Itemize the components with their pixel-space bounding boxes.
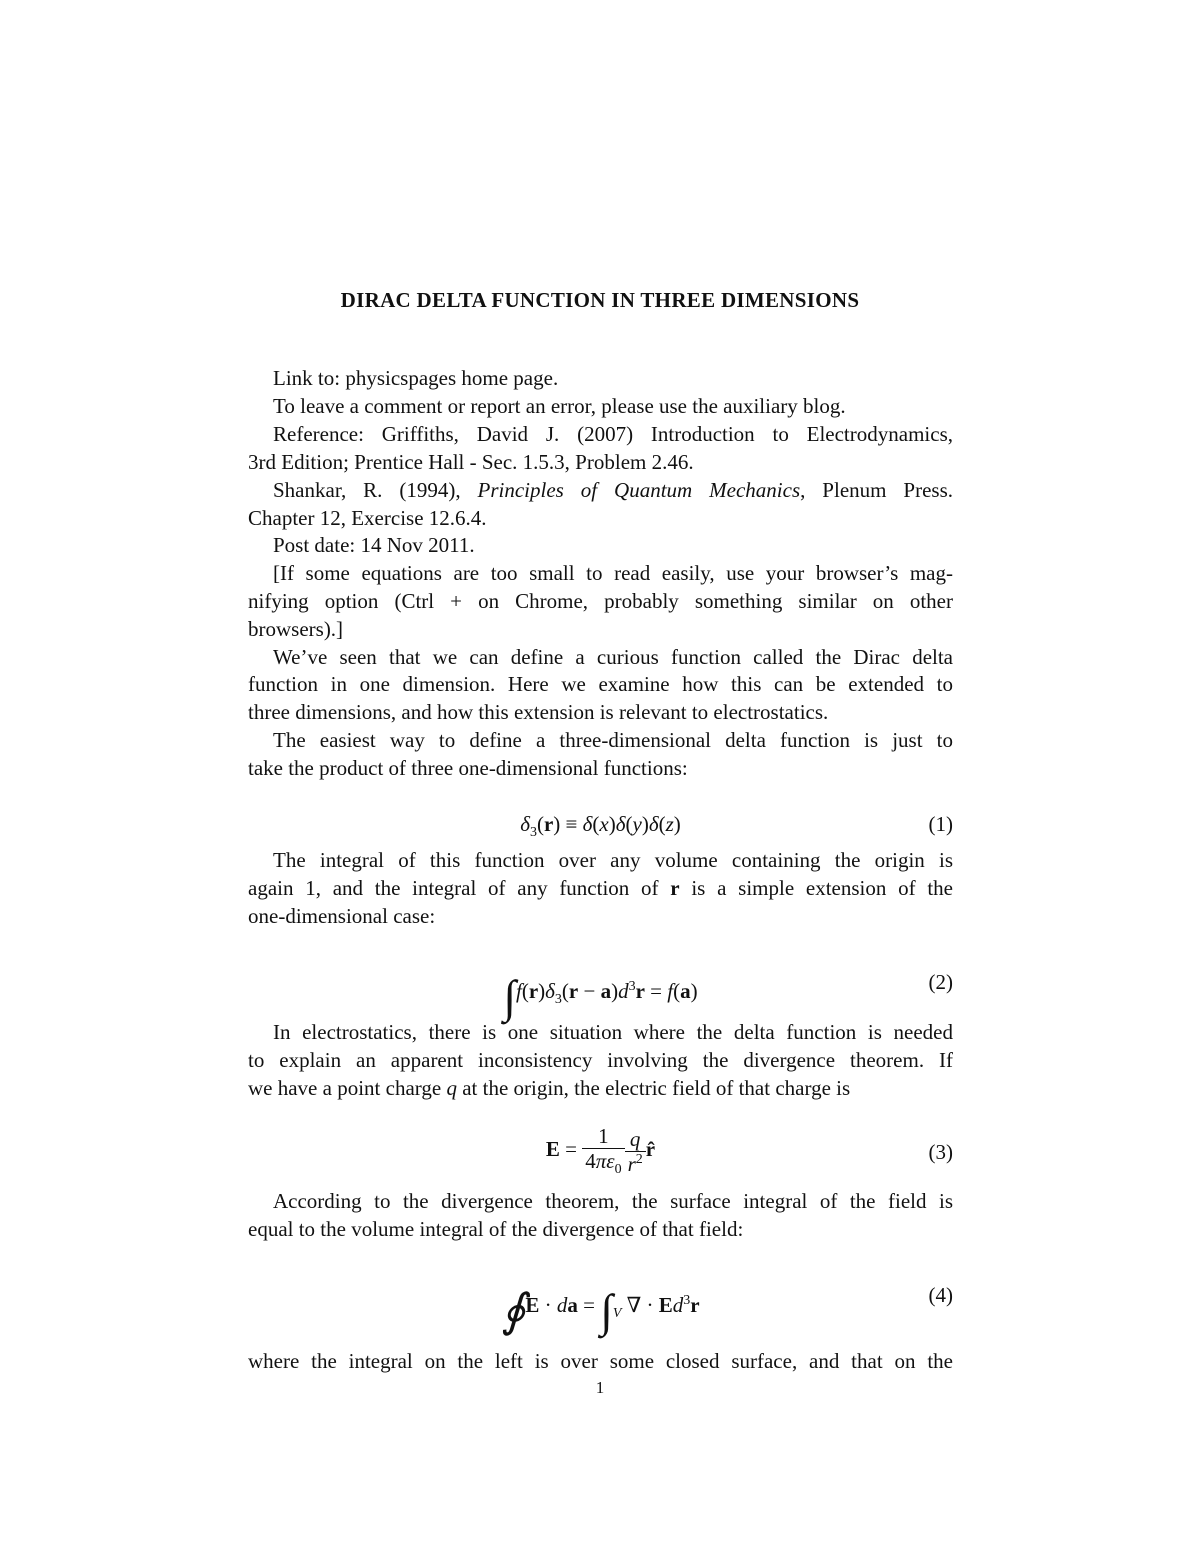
equation-4 (248, 1283, 953, 1336)
body-line (248, 876, 953, 901)
equation-3-body: E = $\frac{1}{4\pi\varepsilon_0}$ $\frac{q}{r^2}$ r̂ (545, 1124, 656, 1178)
body-line: three dimensions, and how this extension is relevant to electrostatics. (248, 700, 829, 724)
body-line: The easiest way to define a three-dimensional delta function is just to (273, 728, 953, 752)
equation-4-body: ∮E · da = $\int_V$ ∇ · $Ed^3r$ (501, 1285, 700, 1336)
zoom-note-line-2: nifying option (Ctrl + on Chrome, probably something similar on other (248, 589, 953, 613)
reference-chapter-line: Chapter 12, Exercise 12.6.4. (248, 506, 487, 530)
body-line (248, 1076, 953, 1101)
comment-line[interactable]: To leave a comment or report an error, please use the auxiliary blog. (273, 394, 846, 418)
reference-shankar-line (273, 478, 953, 503)
body-line: We’ve seen that we can define a curious function called the Dirac delta (273, 645, 953, 669)
body-text-bold: r (670, 876, 680, 900)
page-number: 1 (595, 1378, 605, 1397)
body-line: According to the divergence theorem, the surface integral of the field is (273, 1189, 953, 1213)
body-line: one-dimensional case: (248, 904, 436, 928)
home-link-line[interactable]: Link to: physicspages home page. (273, 366, 559, 390)
equation-1 (248, 812, 953, 852)
body-line: where the integral on the left is over some closed surface, and that on the (248, 1349, 953, 1373)
body-line: function in one dimension. Here we examine how this can be extended to (248, 672, 953, 696)
reference-line-1: Reference: Griffiths, David J. (2007) Introduction to Electrodynamics, (273, 422, 953, 446)
equation-2 (248, 970, 953, 1022)
body-text: at the origin, the electric field of that charge is (456, 1076, 851, 1100)
equation-1-body: $\delta_3(r) \equiv \delta(x)\delta(y)\delta(z)$ (520, 812, 681, 841)
reference-shankar-publisher: , Plenum Press. (800, 478, 954, 502)
paper-title: DIRAC DELTA FUNCTION IN THREE DIMENSIONS (340, 288, 860, 312)
reference-line-2: 3rd Edition; Prentice Hall - Sec. 1.5.3, Problem 2.46. (248, 450, 694, 474)
equation-1-number: (1) (928, 812, 953, 836)
body-line: The integral of this function over any volume containing the origin is (273, 848, 953, 872)
body-text: is a simple extension of the (679, 876, 953, 900)
equation-2-number: (2) (928, 970, 953, 994)
zoom-note-line-3: browsers).] (248, 617, 344, 641)
body-line: In electrostatics, there is one situation where the delta function is needed (273, 1020, 953, 1044)
reference-shankar-author: Shankar, R. (1994), (273, 478, 478, 502)
body-line: equal to the volume integral of the divergence of that field: (248, 1217, 744, 1241)
body-text: again 1, and the integral of any function of (248, 876, 671, 900)
equation-3 (248, 1124, 953, 1180)
body-text-italic: q (446, 1076, 457, 1100)
body-line: to explain an apparent inconsistency involving the divergence theorem. If (248, 1048, 953, 1072)
equation-3-number: (3) (928, 1140, 953, 1164)
post-date: Post date: 14 Nov 2011. (273, 533, 475, 557)
body-line: take the product of three one-dimensional functions: (248, 756, 688, 780)
reference-shankar-book: Principles of Quantum Mechanics (477, 478, 801, 502)
body-text: we have a point charge (248, 1076, 447, 1100)
equation-4-number: (4) (928, 1283, 953, 1307)
equation-2-body: $\int f(r)\delta_3(r - a)d^3r = f(a)$ (503, 971, 698, 1022)
zoom-note-line-1: [If some equations are too small to read easily, use your browser’s mag- (273, 561, 953, 585)
